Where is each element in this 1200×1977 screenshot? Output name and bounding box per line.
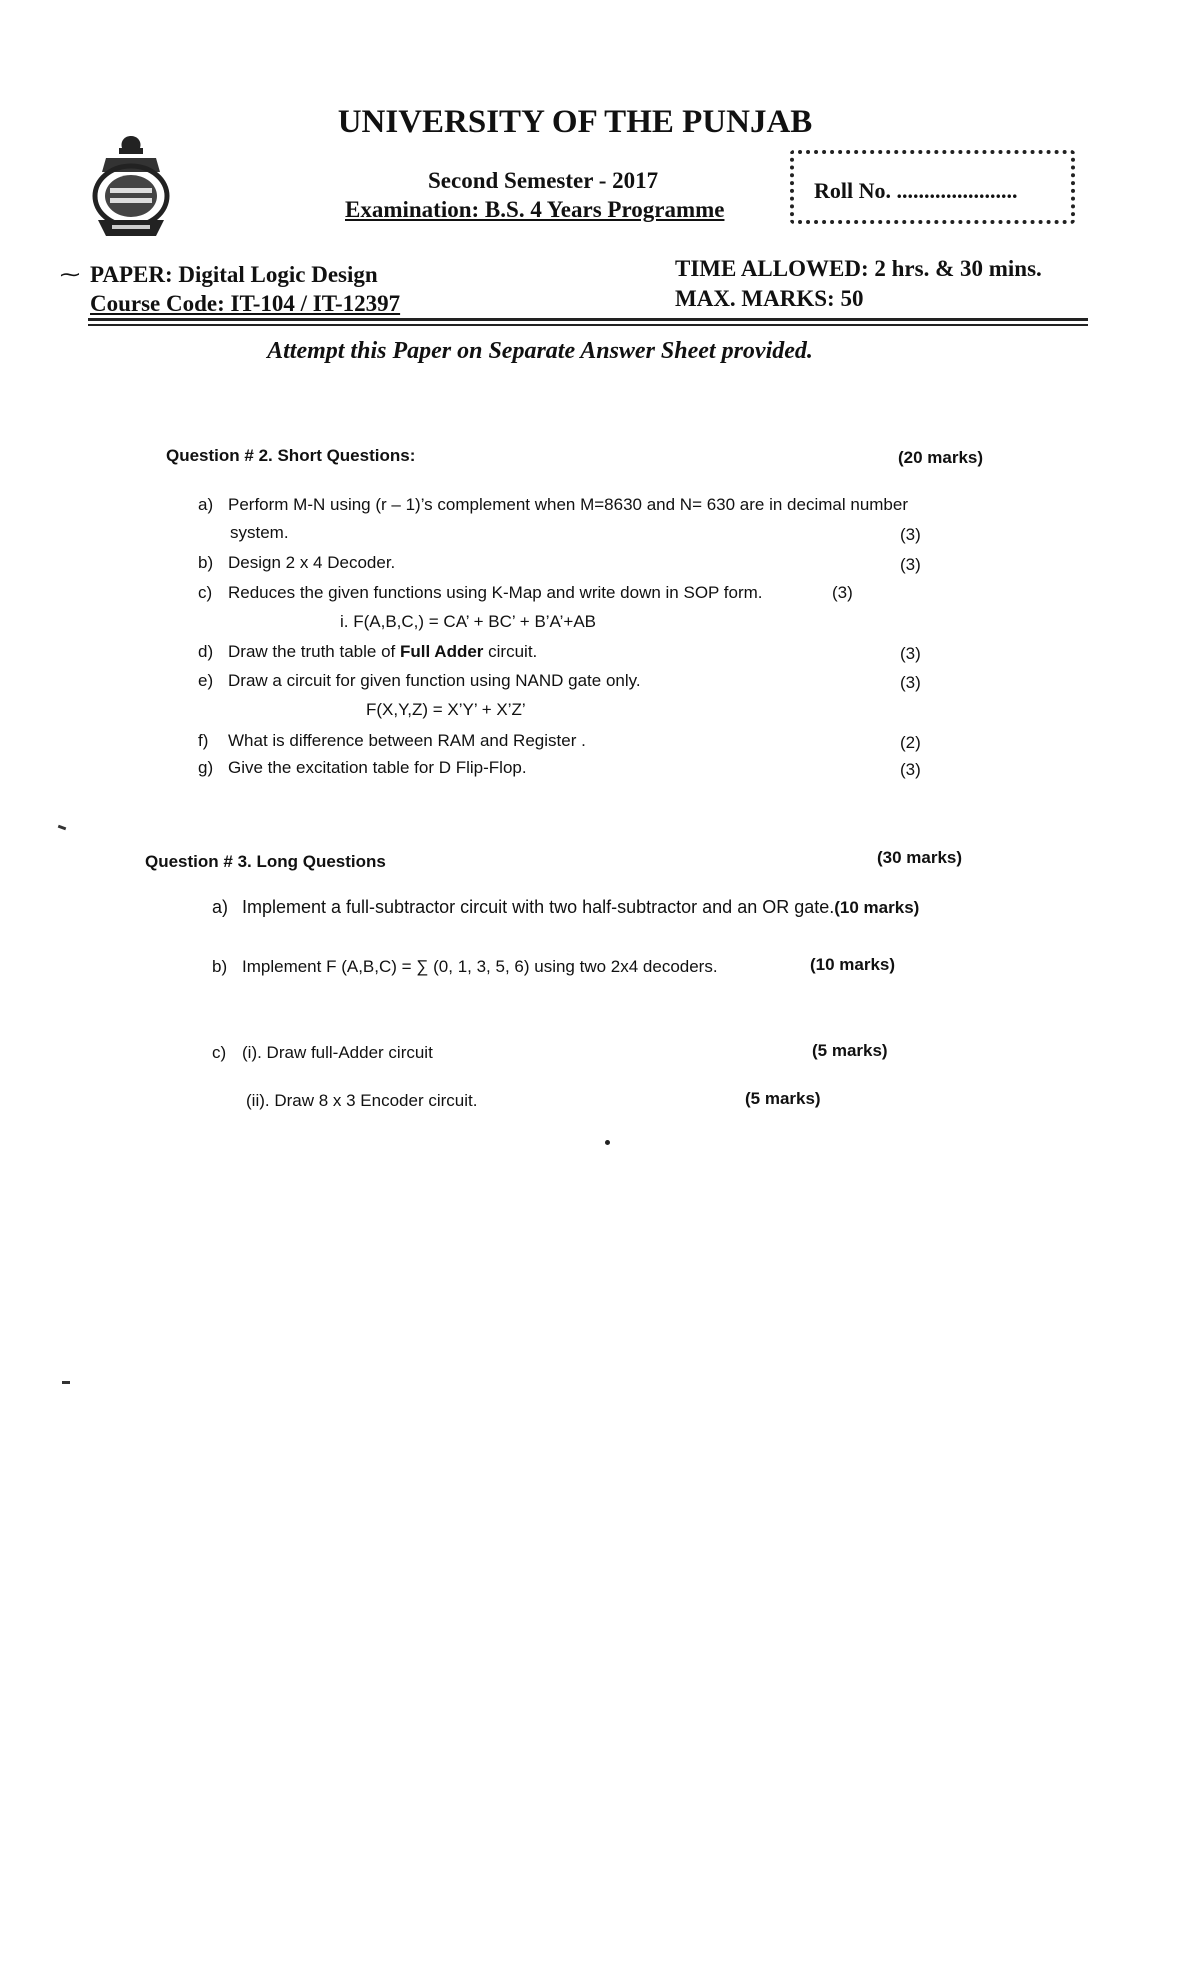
item-letter: b) [198, 553, 214, 572]
item-letter: a) [198, 495, 214, 514]
item-marks: (3) [900, 760, 921, 779]
item-letter: d) [198, 642, 214, 661]
list-item [198, 642, 537, 662]
item-marks: (3) [832, 583, 853, 602]
item-text: Design 2 x 4 Decoder. [228, 553, 396, 572]
item-letter: b) [212, 957, 228, 976]
item-text-bold: Full Adder [399, 642, 484, 661]
list-item [198, 495, 908, 515]
item-text: Draw the truth table of [228, 642, 400, 661]
header-divider [88, 324, 1088, 326]
item-letter: e) [198, 671, 214, 690]
paper-title: PAPER: Digital Logic Design [90, 262, 378, 287]
item-text: Draw a circuit for given function using NAND gate only. [228, 671, 641, 690]
item-letter: c) [212, 1043, 227, 1062]
item-text: circuit. [483, 642, 538, 661]
list-item [198, 731, 586, 751]
question-2-title: Question # 2. Short Questions: [166, 446, 416, 465]
list-item [212, 957, 718, 977]
item-letter: g) [198, 758, 214, 777]
list-item [198, 671, 641, 691]
question-3-marks: (30 marks) [877, 848, 963, 867]
item-marks: (3) [900, 525, 921, 544]
time-allowed: TIME ALLOWED: 2 hrs. & 30 mins. [675, 256, 1042, 281]
university-crest-icon [86, 132, 176, 247]
item-marks: (3) [900, 673, 921, 692]
item-letter: a) [212, 897, 229, 917]
list-item [198, 758, 527, 778]
item-text: Perform M-N using (r – 1)’s complement when M=8630 and N= 630 are in decimal number [228, 495, 908, 514]
item-letter: c) [198, 583, 213, 602]
item-marks: (3) [900, 555, 921, 574]
question-3-title: Question # 3. Long Questions [145, 852, 386, 871]
question-2-marks: (20 marks) [898, 448, 984, 467]
stray-dot [605, 1140, 610, 1145]
roll-number-box[interactable] [790, 150, 1075, 224]
item-continuation: system. [230, 523, 289, 542]
header-divider [88, 318, 1088, 321]
item-marks: (2) [900, 733, 921, 752]
item-marks: (10 marks) [810, 955, 896, 974]
item-marks: (5 marks) [745, 1089, 821, 1108]
instruction-line: Attempt this Paper on Separate Answer Sheet provided. [267, 338, 813, 364]
roll-number-label: Roll No. ...................... [814, 178, 1018, 203]
item-text: Reduces the given functions using K-Map and write down in SOP form. [228, 583, 763, 602]
stray-mark [62, 1381, 70, 1384]
item-text: What is difference between RAM and Register . [228, 731, 586, 750]
list-item [212, 1043, 433, 1063]
semester-line: Second Semester - 2017 [428, 168, 659, 193]
list-item: (ii). Draw 8 x 3 Encoder circuit. [246, 1091, 478, 1110]
stray-mark: ⁓ [60, 264, 80, 286]
stray-mark [58, 825, 67, 831]
item-text: (i). Draw full-Adder circuit [242, 1043, 433, 1062]
item-subpart: i. F(A,B,C,) = CA’ + BC’ + B’A’+AB [340, 612, 597, 631]
item-letter: f) [198, 731, 209, 750]
list-item [198, 553, 395, 573]
university-title: UNIVERSITY OF THE PUNJAB [337, 104, 813, 140]
item-marks: (10 marks) [834, 898, 920, 917]
examination-line: Examination: B.S. 4 Years Programme [345, 197, 725, 222]
item-marks: (3) [900, 644, 921, 663]
item-subpart: F(X,Y,Z) = X’Y’ + X’Z’ [366, 700, 526, 719]
course-code: Course Code: IT-104 / IT-12397 [90, 291, 401, 316]
list-item [212, 897, 919, 918]
item-marks: (5 marks) [812, 1041, 888, 1060]
list-item [198, 583, 763, 603]
max-marks: MAX. MARKS: 50 [675, 286, 864, 311]
item-text: Implement a full-subtractor circuit with two half-subtractor and an OR gate. [242, 897, 835, 917]
item-text: Give the excitation table for D Flip-Flop. [228, 758, 527, 777]
item-text: Implement F (A,B,C) = ∑ (0, 1, 3, 5, 6) using two 2x4 decoders. [242, 957, 718, 976]
